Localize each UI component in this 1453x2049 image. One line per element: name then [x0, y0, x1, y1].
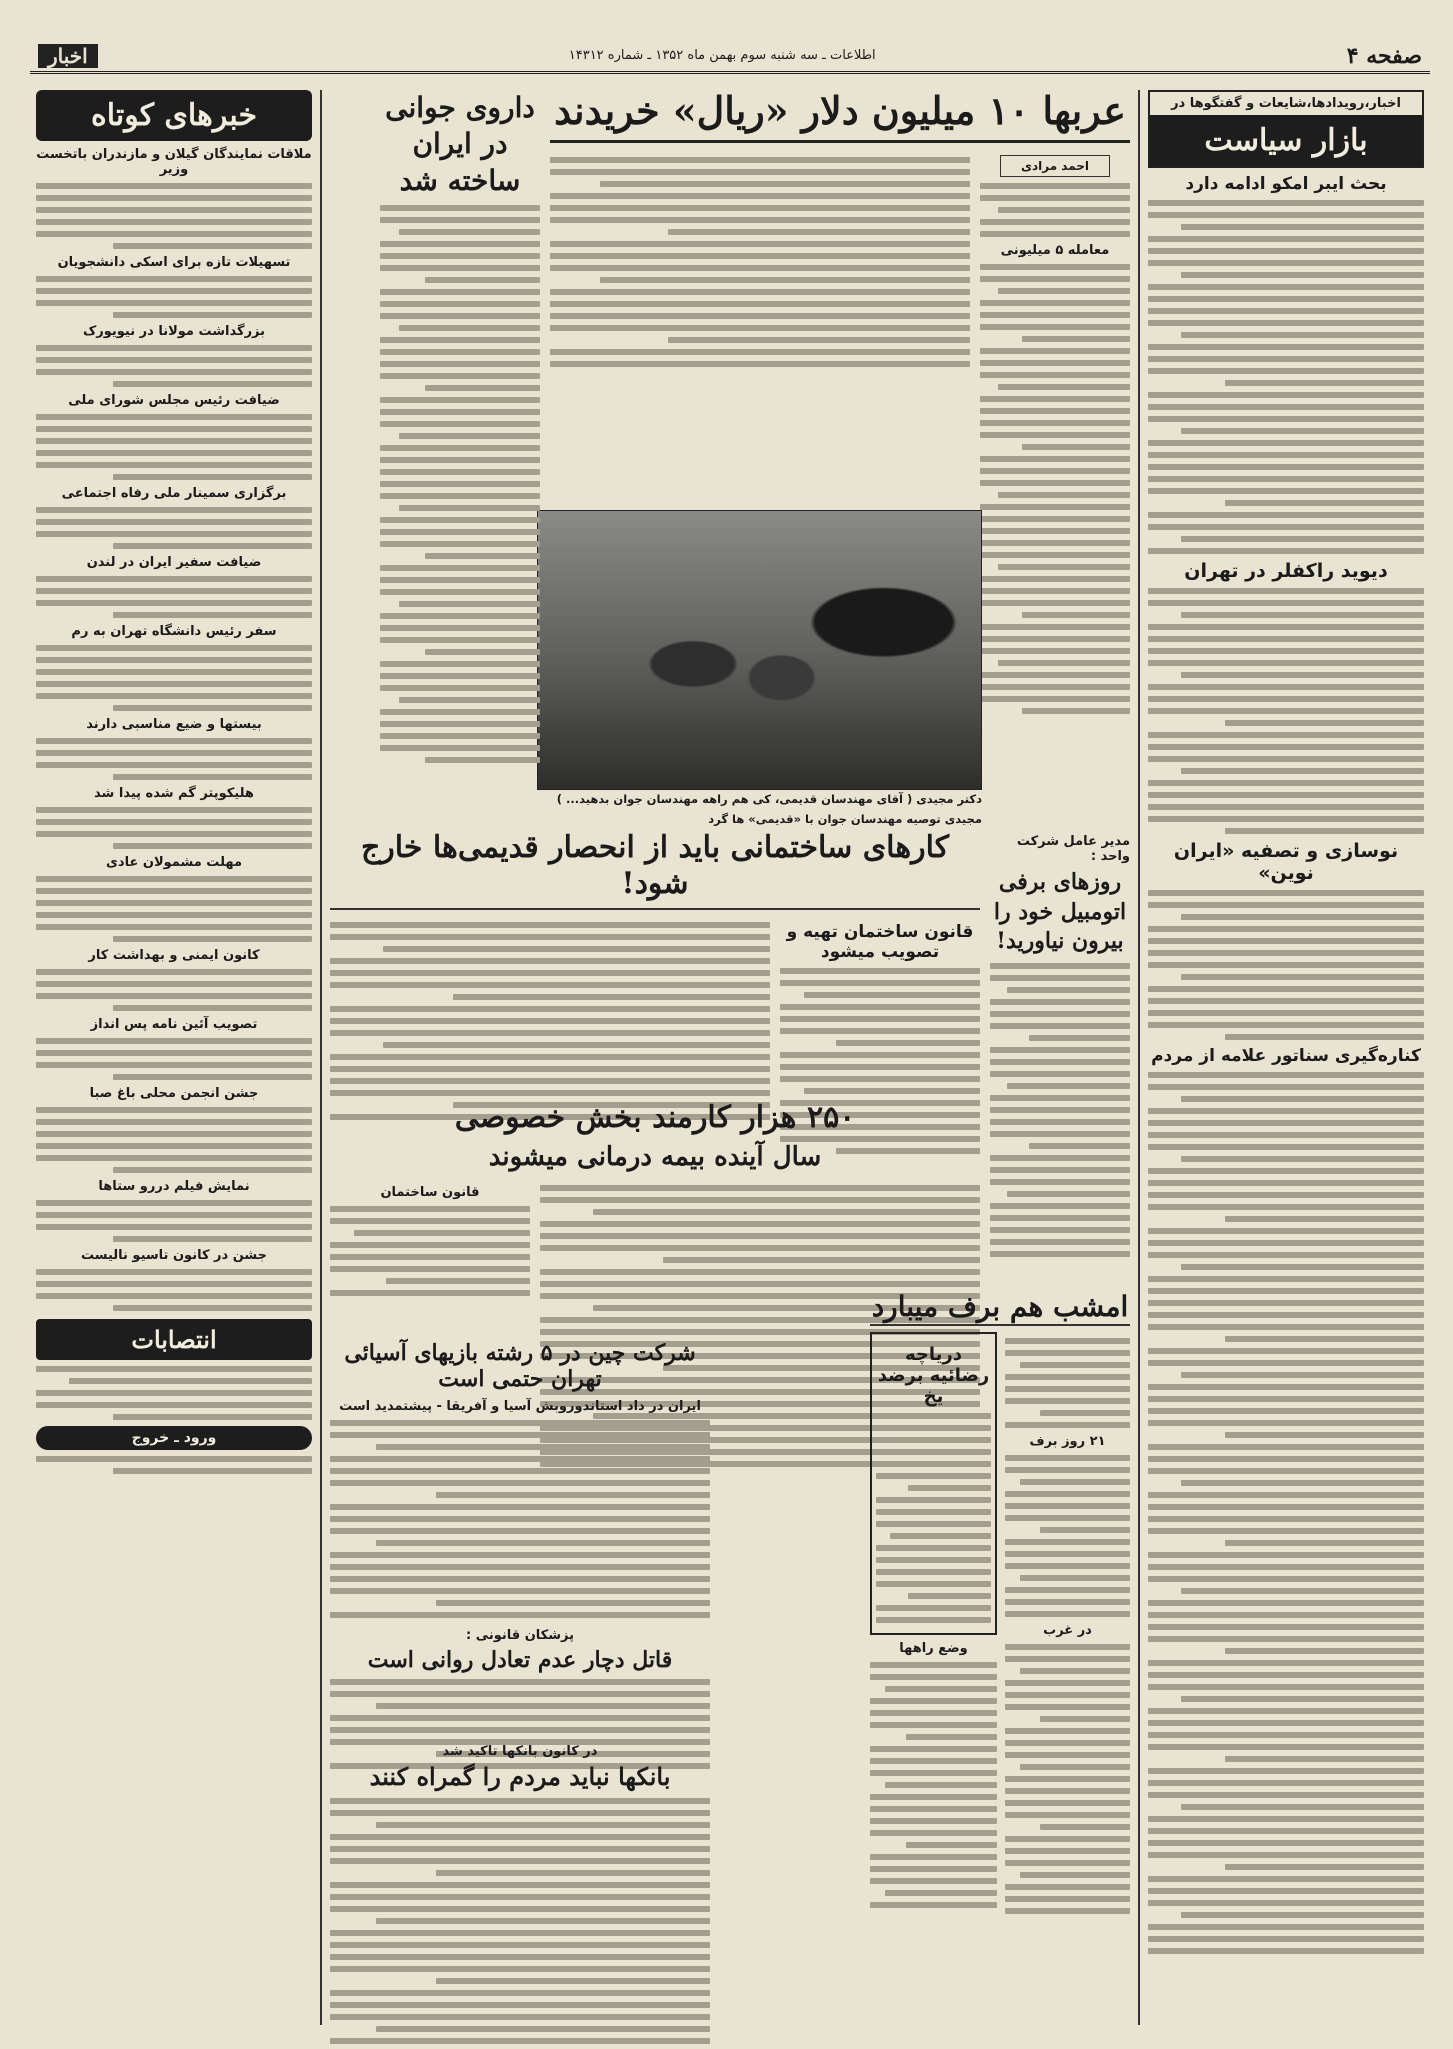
short-news-item: جشن در کانون تاسیو نالیست: [80, 1248, 268, 1263]
short-news-text: [36, 1200, 312, 1242]
masthead: [30, 40, 1430, 74]
story-text: [1148, 200, 1424, 554]
snow-text: [1005, 1455, 1130, 1617]
drug-headline: داروی جوانی در ایران ساخته شد: [385, 91, 535, 197]
meeting-photo: [537, 510, 982, 790]
exits-text: [36, 1456, 312, 1474]
short-news-item: برگزاری سمینار ملی رفاه اجتماعی: [61, 486, 287, 501]
short-news-text: [36, 276, 312, 318]
construction-text: [330, 922, 770, 1120]
page-number: صفحه ۴: [1346, 42, 1422, 69]
short-news-text: [36, 507, 312, 549]
short-news-item: سفر رئیس دانشگاه تهران به رم: [71, 624, 277, 639]
short-news-text: [36, 969, 312, 1011]
story-head: بحث ایبر امکو ادامه دارد: [1185, 174, 1387, 194]
roads-text: [870, 1662, 997, 1908]
short-news-item: کانون ایمنی و بهداشت کار: [88, 948, 260, 963]
insurance-sub: قانون ساختمان: [380, 1185, 480, 1201]
short-news-item: تصویب آئین نامه پس انداز: [90, 1017, 258, 1032]
lead-subhead: معامله ۵ میلیونی: [1000, 242, 1110, 258]
short-news-text: [36, 876, 312, 942]
snow-days-head: ۲۱ روز برف: [1029, 1433, 1106, 1449]
china-headline: شرکت چین در ۵ رشته بازیهای آسیائی تهران حتمی است: [344, 1340, 696, 1393]
short-news-text: [36, 576, 312, 618]
banks-text: [330, 1798, 710, 2049]
banks-headline: بانکها نباید مردم را گمراه کنند: [369, 1762, 671, 1791]
story-text: [1148, 1072, 1424, 1954]
car-text: [990, 963, 1130, 1257]
banks-story: [330, 1740, 710, 2049]
insurance-text: [330, 1206, 530, 1296]
car-story: [990, 830, 1130, 1263]
short-news-text: [36, 414, 312, 480]
lake-head: دریاچه رضائیه برضد یخ: [877, 1343, 990, 1407]
doctors-kicker: پزشکان قانونی :: [466, 1627, 574, 1643]
short-news-item: بیستها و ضیع مناسبی دارند: [86, 717, 262, 732]
china-sub: ایران در داد استاندوروبش آسیا و آفریقا - پیشتمدید است: [339, 1398, 701, 1414]
short-news-title: خبرهای کوتاه: [36, 90, 312, 141]
byline: احمد مرادی: [1000, 155, 1110, 177]
story-head: نوسازی و تصفیه «ایران نوین»: [1173, 840, 1399, 884]
politics-title: بازار سیاست: [1150, 115, 1422, 166]
short-news-text: [36, 345, 312, 387]
construction-side-head: قانون ساختمان تهیه و تصویب میشود: [786, 922, 974, 962]
story-text: [1148, 890, 1424, 1040]
left-column: [36, 90, 312, 1480]
china-text: [330, 1420, 710, 1618]
short-news-item: تسهیلات تازه برای اسکی دانشجویان: [57, 255, 291, 270]
politics-kicker: اخبار،رویدادها،شایعات و گفتگوها در: [1171, 96, 1401, 111]
construction-headline: کارهای ساختمانی باید از انحصار قدیمی‌ها خارج شود!: [330, 830, 980, 910]
lead-text: [980, 183, 1130, 237]
banks-kicker: در کانون بانکها تاکید شد: [442, 1744, 598, 1759]
lead-text: [980, 264, 1130, 714]
lead-headline: عربها ۱۰ میلیون دلار «ریال» خریدند: [550, 90, 1130, 143]
short-news-item: ملاقات نمایندگان گیلان و مازندران باتخست وزیر: [36, 147, 312, 177]
short-news-list: [36, 147, 312, 1311]
right-column: [1148, 90, 1424, 1960]
drug-story: [380, 90, 540, 769]
short-news-item: جشن انجمن محلی باغ صبا: [89, 1086, 259, 1101]
story-text: [1148, 588, 1424, 834]
short-news-text: [36, 1038, 312, 1080]
short-news-item: بزرگداشت مولانا در نیویورک: [82, 324, 266, 339]
short-news-text: [36, 738, 312, 780]
exits-title: ورود ـ خروج: [36, 1426, 312, 1450]
photo-caption: دکتر مجیدی ( آقای مهندسان قدیمی، کی هم راهه مهندسان جوان بدهید... ): [556, 792, 982, 806]
snow-west-head: در غرب: [1043, 1622, 1092, 1638]
short-news-item: هلیکوپتر گم شده پیدا شد: [94, 786, 254, 801]
appointments-title: انتصابات: [36, 1319, 312, 1360]
column-rule: [1138, 90, 1140, 2025]
lead-text: [550, 157, 970, 367]
short-news-item: نمایش فیلم دررو ستاها: [98, 1179, 250, 1194]
short-news-item: ضیافت سفیر ایران در لندن: [86, 555, 262, 570]
short-news-text: [36, 183, 312, 249]
snow-story: [870, 1290, 1130, 1920]
short-news-item: مهلت مشمولان عادی: [105, 855, 243, 870]
snow-text: [1005, 1338, 1130, 1428]
car-headline: روزهای برفی اتومبیل خود را بیرون نیاورید!: [993, 869, 1127, 955]
drug-text: [380, 205, 540, 763]
insurance-headline-top: ۲۵۰ هزار کارمند بخش خصوصی: [454, 1100, 856, 1135]
insurance-headline-bottom: سال آینده بیمه درمانی میشوند: [488, 1142, 822, 1172]
car-kicker: مدیر عامل شرکت واحد :: [1016, 834, 1130, 864]
short-news-text: [36, 645, 312, 711]
story-head: کناره‌گیری سناتور علامه از مردم: [1151, 1046, 1421, 1066]
snow-headline: امشب هم برف میبارد: [870, 1290, 1130, 1326]
appointments-text: [36, 1366, 312, 1420]
lake-text: [876, 1413, 991, 1623]
roads-head: وضع راهها: [899, 1640, 968, 1656]
column-rule: [320, 90, 322, 2025]
issue-line: اطلاعات ـ سه شنبه سوم بهمن ماه ۱۳۵۲ ـ شماره ۱۴۳۱۲: [568, 48, 876, 63]
short-news-text: [36, 807, 312, 849]
doctors-headline: قاتل دچار عدم تعادل روانی است: [367, 1646, 673, 1673]
story-head: دیوید راکفلر در تهران: [1184, 560, 1388, 582]
photo-caption-2: مجیدی توصیه مهندسان جوان با «قدیمی» ها گرد: [708, 812, 982, 826]
short-news-text: [36, 1269, 312, 1311]
snow-text: [1005, 1644, 1130, 1914]
china-story: [330, 1340, 710, 1775]
section-label: اخبار: [38, 44, 98, 68]
short-news-item: ضیافت رئیس مجلس شورای ملی: [68, 393, 280, 408]
newspaper-page: [30, 40, 1430, 2035]
short-news-text: [36, 1107, 312, 1173]
